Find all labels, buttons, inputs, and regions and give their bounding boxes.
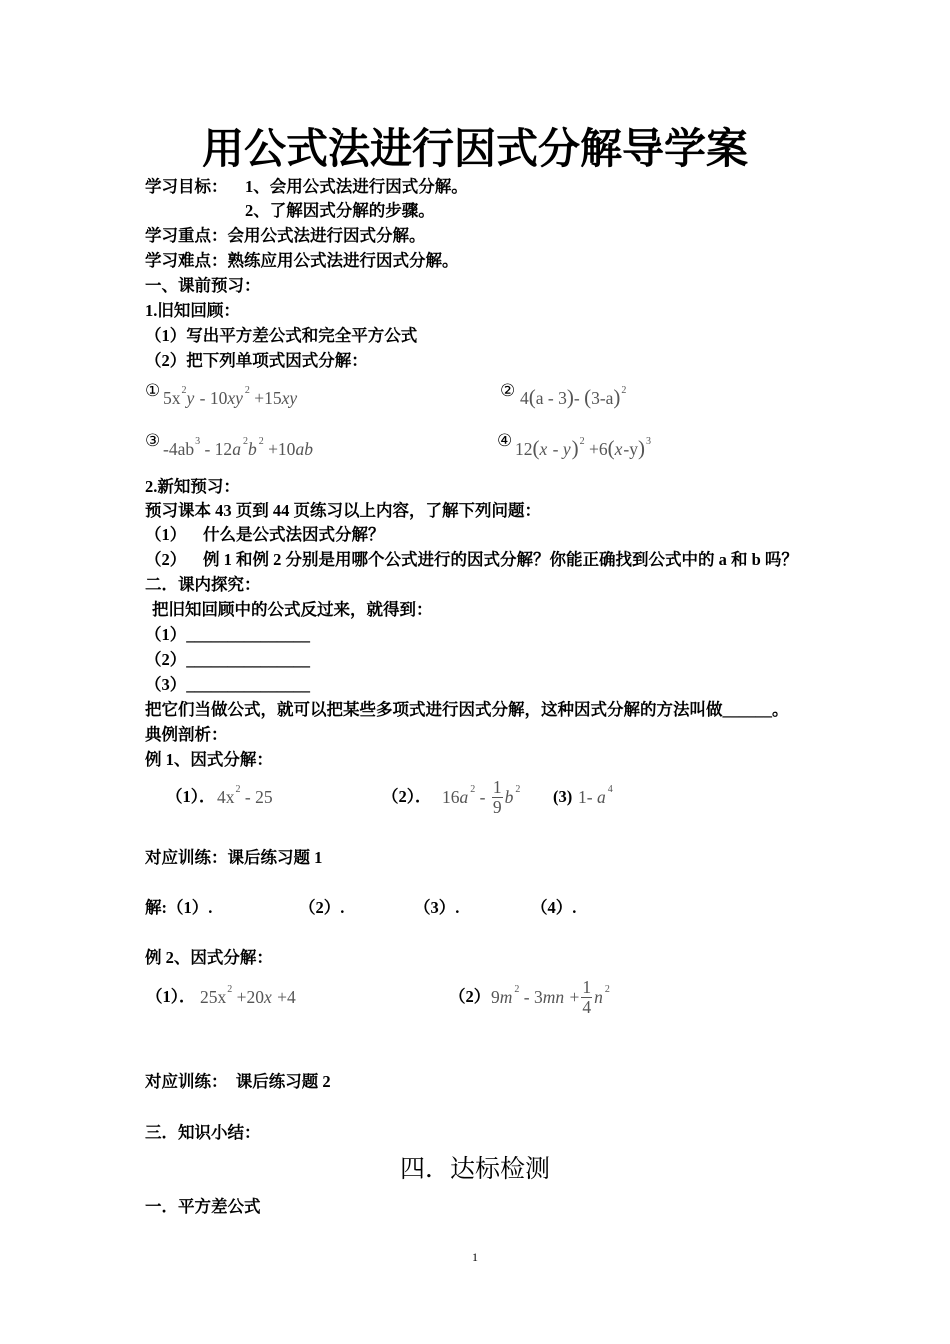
section-heading-assessment: 四．达标检测 <box>399 1156 550 1183</box>
exercise-marker-1: ① <box>145 381 161 401</box>
example-2-heading: 例 2、因式分解： <box>145 948 273 967</box>
math-exponent: 2 <box>235 784 241 795</box>
math-exponent: 2 <box>244 385 250 396</box>
math-variable: xy <box>281 388 298 408</box>
difficulty: 学习难点：熟练应用公式法进行因式分解。 <box>145 251 459 270</box>
math-parenthesis: ( <box>528 385 536 409</box>
review-task-2: （2）把下列单项式因式分解： <box>145 351 368 370</box>
math-term: - 12 <box>200 439 233 459</box>
math-variable: x <box>539 439 548 459</box>
page-title: 用公式法进行因式分解导学案 <box>201 127 748 173</box>
math-term: 9 <box>491 987 500 1007</box>
exercise-formula-2 <box>520 376 626 420</box>
math-variable: x <box>614 439 623 459</box>
key-point: 学习重点：会用公式法进行因式分解。 <box>145 226 426 245</box>
blank-line-1: （1）_______________ <box>145 625 310 644</box>
math-parenthesis: ( <box>607 436 615 460</box>
math-exponent: 2 <box>470 784 476 795</box>
exercise-formula-4 <box>515 427 651 471</box>
math-term: +10 <box>263 439 296 459</box>
math-parenthesis: ) <box>566 385 574 409</box>
math-term: - <box>573 388 585 408</box>
math-term: 4x <box>217 787 235 807</box>
math-term: 1- <box>578 787 597 807</box>
math-fraction <box>581 978 592 1017</box>
section-heading-in-class: 二．课内探究： <box>145 575 261 594</box>
math-variable: b <box>247 439 257 459</box>
in-class-intro: 把旧知回顾中的公式反过来，就得到： <box>152 600 433 619</box>
answer-label-4: （4）. <box>531 898 577 917</box>
section-heading-summary: 三．知识小结： <box>145 1123 261 1142</box>
practice-1: 对应训练：课后练习题 1 <box>145 848 323 867</box>
math-term: + <box>565 987 580 1007</box>
math-exponent: 4 <box>607 784 613 795</box>
math-exponent: 3 <box>195 436 201 447</box>
examples-heading: 典例剖析： <box>145 725 228 744</box>
math-term: +20 <box>232 987 264 1007</box>
section-heading-pre-study: 一、课前预习： <box>145 276 261 295</box>
math-term: +15 <box>249 388 282 408</box>
exercise-marker-4: ④ <box>497 431 513 451</box>
exercise-formula-3 <box>163 427 314 471</box>
math-exponent: 2 <box>181 385 187 396</box>
answer-label-1: 解:（1）. <box>145 898 213 917</box>
math-variable: a <box>232 439 241 459</box>
example-1-part-1-label: （1）． <box>166 787 216 806</box>
math-exponent: 2 <box>515 784 521 795</box>
fraction-denominator: 4 <box>582 996 592 1017</box>
math-term: -y <box>623 439 638 459</box>
objectives-label: 学习目标： <box>145 177 228 196</box>
fraction-numerator: 1 <box>492 776 502 797</box>
math-term: - 3 <box>519 987 543 1007</box>
review-heading: 1.旧知回顾： <box>145 301 240 320</box>
math-fraction <box>492 778 503 817</box>
blank-line-3: （3）_______________ <box>145 675 310 694</box>
math-exponent: 2 <box>242 436 248 447</box>
math-exponent: 2 <box>514 984 520 995</box>
math-term: 16 <box>442 787 460 807</box>
fraction-denominator: 9 <box>492 796 502 817</box>
review-task-1: （1）写出平方差公式和完全平方公式 <box>145 326 418 345</box>
example-2-part-2-formula <box>491 975 610 1019</box>
math-term: 3-a <box>591 388 614 408</box>
objective-item-1: 1、会用公式法进行因式分解。 <box>245 177 468 196</box>
math-variable: mn <box>542 987 565 1007</box>
assessment-subheading: 一．平方差公式 <box>145 1197 261 1216</box>
math-variable: y <box>562 439 571 459</box>
example-1-part-3-label: (3) <box>553 787 573 806</box>
math-variable: m <box>499 987 513 1007</box>
preview-question-2-text: 例 1 和例 2 分别是用哪个公式进行的因式分解？你能正确找到公式中的 a 和 b 吗？ <box>203 550 798 569</box>
math-term: 5x <box>163 388 181 408</box>
exercise-marker-2: ② <box>500 381 516 401</box>
answer-label-2: （2）. <box>299 898 345 917</box>
page-number: 1 <box>472 1250 478 1264</box>
math-variable: a <box>459 787 469 807</box>
example-2-part-2-label: （2） <box>449 987 491 1006</box>
example-1-part-3-formula <box>578 775 613 819</box>
math-variable: b <box>504 787 514 807</box>
math-variable: x <box>264 987 272 1007</box>
preview-intro: 预习课本 43 页到 44 页练习以上内容，了解下列问题： <box>145 501 541 520</box>
answer-label-3: （3）. <box>414 898 460 917</box>
math-term: +4 <box>272 987 296 1007</box>
preview-question-1-text: 什么是公式法因式分解？ <box>203 525 385 544</box>
math-exponent: 3 <box>646 436 651 447</box>
example-1-part-2-formula <box>442 775 520 819</box>
math-variable: n <box>594 987 603 1007</box>
math-variable: xy <box>227 388 243 408</box>
math-exponent: 2 <box>621 385 627 396</box>
math-parenthesis: ) <box>638 436 645 460</box>
math-parenthesis: ( <box>532 436 540 460</box>
math-parenthesis: ) <box>571 436 579 460</box>
practice-2: 对应训练： 课后练习题 2 <box>145 1072 331 1091</box>
math-exponent: 2 <box>227 984 233 995</box>
exercise-marker-3: ③ <box>145 431 161 451</box>
math-exponent: 2 <box>579 436 585 447</box>
fraction-numerator: 1 <box>582 976 592 997</box>
example-1-heading: 例 1、因式分解： <box>145 750 273 769</box>
math-term: 12 <box>515 439 533 459</box>
math-exponent: 2 <box>258 436 264 447</box>
exercise-formula-1 <box>163 376 298 420</box>
preview-question-2-label: （2） <box>145 550 187 569</box>
math-term: - <box>548 439 563 459</box>
math-term: - <box>475 787 490 807</box>
math-term: -4ab <box>163 439 195 459</box>
math-term: +6 <box>584 439 608 459</box>
math-variable: y <box>186 388 195 408</box>
blank-line-2: （2）_______________ <box>145 650 310 669</box>
math-variable: ab <box>295 439 313 459</box>
math-term: a - 3 <box>535 388 567 408</box>
math-term: - 10 <box>195 388 228 408</box>
in-class-conclusion: 把它们当做公式，就可以把某些多项式进行因式分解，这种因式分解的方法叫做______。 <box>145 700 789 719</box>
math-term: 25x <box>200 987 227 1007</box>
math-parenthesis: ) <box>613 385 621 409</box>
math-exponent: 2 <box>604 984 610 995</box>
example-2-part-1-formula <box>200 975 296 1019</box>
example-2-part-1-label: （1）． <box>146 987 196 1006</box>
example-1-part-1-formula <box>217 775 273 819</box>
preview-heading: 2.新知预习： <box>145 477 240 496</box>
math-term: - 25 <box>240 787 273 807</box>
math-variable: a <box>596 787 606 807</box>
objective-item-2: 2、了解因式分解的步骤。 <box>245 201 435 220</box>
example-1-part-2-label: （2）． <box>382 787 432 806</box>
math-term: 4 <box>520 388 529 408</box>
preview-question-1-label: （1） <box>145 525 187 544</box>
math-parenthesis: ( <box>584 385 592 409</box>
